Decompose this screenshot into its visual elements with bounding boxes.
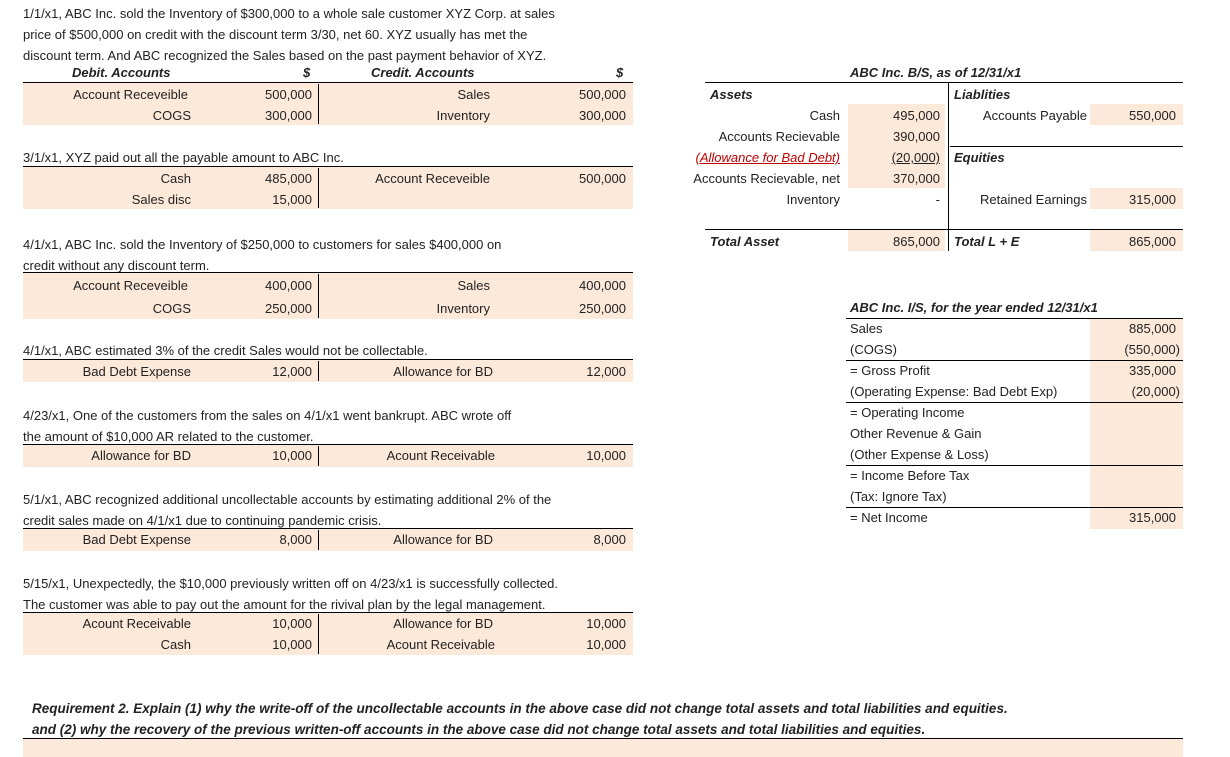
journal-debit-account: Cash — [160, 637, 191, 652]
journal-credit-account: Allowance for BD — [393, 364, 493, 379]
is-row-label: = Gross Profit — [850, 363, 930, 378]
journal-credit-account: Inventory — [436, 108, 490, 123]
credit-header: Credit. Accounts — [371, 65, 475, 80]
requirement-line: and (2) why the recovery of the previous written-off accounts in the above case did not change total assets and total liabilities and equities. — [32, 722, 926, 737]
entry-description-line: credit sales made on 4/1/x1 due to continuing pandemic crisis. — [23, 513, 382, 528]
is-row-label: = Operating Income — [850, 405, 965, 420]
journal-credit-account: Account Receveible — [375, 171, 490, 186]
intro-line: price of $500,000 on credit with the discount term 3/30, net 60. XYZ usually has met the — [23, 27, 528, 42]
bs-liability-amount: 550,000 — [1129, 108, 1176, 123]
bs-assets-heading: Assets — [710, 87, 753, 102]
journal-debit-amount: 10,000 — [272, 637, 312, 652]
entry-description — [23, 234, 501, 276]
is-row-label: Other Revenue & Gain — [850, 426, 982, 441]
entry-description-line: The customer was able to pay out the amount for the rivival plan by the legal management. — [23, 597, 546, 612]
is-row-amount: (20,000) — [1131, 384, 1180, 399]
journal-credit-amount: 10,000 — [586, 448, 626, 463]
is-row-label: (COGS) — [850, 342, 897, 357]
bs-liability-label: Accounts Payable — [982, 108, 1087, 123]
is-row-amount: 885,000 — [1129, 321, 1176, 336]
is-row-label: (Tax: Ignore Tax) — [850, 489, 947, 504]
bs-allowance-amount: (20,000) — [891, 150, 940, 165]
bs-asset-label: Accounts Recievable — [718, 129, 840, 144]
bs-title: ABC Inc. B/S, as of 12/31/x1 — [850, 65, 1022, 80]
journal-credit-amount: 10,000 — [586, 637, 626, 652]
is-row-amount: 335,000 — [1129, 363, 1176, 378]
requirement-line: Requirement 2. Explain (1) why the write-off of the uncollectable accounts in the above case did not change total assets and total liabilities and equities. — [32, 701, 1008, 716]
bs-asset-amount: 495,000 — [893, 108, 940, 123]
journal-debit-account: Bad Debt Expense — [82, 532, 191, 547]
journal-debit-account: Cash — [160, 171, 191, 186]
journal-debit-account: Allowance for BD — [91, 448, 191, 463]
journal-credit-account: Acount Receivable — [386, 448, 495, 463]
bs-total-le-label: Total L + E — [954, 234, 1020, 249]
journal-debit-amount: 250,000 — [265, 301, 312, 316]
journal-debit-account: Acount Receivable — [82, 616, 191, 631]
bs-asset-amount: 370,000 — [893, 171, 940, 186]
journal-credit-account: Sales — [457, 278, 490, 293]
journal-credit-amount: 500,000 — [579, 171, 626, 186]
entry-description — [23, 489, 551, 531]
bs-total-asset-label: Total Asset — [710, 234, 780, 249]
intro-line: discount term. And ABC recognized the Sales based on the past payment behavior of XYZ. — [23, 48, 547, 63]
intro-text — [23, 3, 555, 66]
entry-description: 3/1/x1, XYZ paid out all the payable amount to ABC Inc. — [23, 150, 344, 165]
requirement-text — [32, 698, 1008, 740]
journal-debit-account: COGS — [152, 108, 191, 123]
journal-credit-account: Allowance for BD — [393, 616, 493, 631]
bs-equities-heading: Equities — [954, 150, 1005, 165]
is-row-label: (Operating Expense: Bad Debt Exp) — [850, 384, 1058, 399]
bs-equity-amount: 315,000 — [1129, 192, 1176, 207]
bs-equity-label: Retained Earnings — [980, 192, 1087, 207]
entry-description: 4/1/x1, ABC estimated 3% of the credit Sales would not be collectable. — [23, 343, 428, 358]
is-row-amount: (550,000) — [1124, 342, 1180, 357]
entry-description-line: 4/23/x1, One of the customers from the sales on 4/1/x1 went bankrupt. ABC wrote off — [23, 408, 512, 423]
is-row-label: (Other Expense & Loss) — [850, 447, 989, 462]
journal-credit-amount: 12,000 — [586, 364, 626, 379]
journal-debit-account: Sales disc — [131, 192, 191, 207]
journal-debit-amount: 10,000 — [272, 448, 312, 463]
journal-credit-account: Sales — [457, 87, 490, 102]
credit-dollar-header: $ — [616, 65, 624, 80]
bs-allowance-label: (Allowance for Bad Debt) — [695, 150, 840, 165]
is-row-label: = Income Before Tax — [850, 468, 970, 483]
journal-debit-amount: 300,000 — [265, 108, 312, 123]
is-title: ABC Inc. I/S, for the year ended 12/31/x1 — [850, 300, 1098, 315]
journal-credit-amount: 500,000 — [579, 87, 626, 102]
journal-debit-account: COGS — [152, 301, 191, 316]
bs-total-asset-amount: 865,000 — [893, 234, 940, 249]
entry-description-line: 5/1/x1, ABC recognized additional uncollectable accounts by estimating additional 2% of the — [23, 492, 552, 507]
journal-credit-amount: 400,000 — [579, 278, 626, 293]
bs-asset-amount: 390,000 — [893, 129, 940, 144]
is-row-label: Sales — [850, 321, 883, 336]
journal-debit-account: Account Receveible — [73, 278, 188, 293]
journal-debit-amount: 485,000 — [265, 171, 312, 186]
bs-asset-label: Inventory — [786, 192, 840, 207]
journal-debit-amount: 400,000 — [265, 278, 312, 293]
journal-credit-amount: 8,000 — [593, 532, 626, 547]
journal-debit-amount: 8,000 — [279, 532, 312, 547]
entry-description — [23, 405, 511, 447]
answer-area[interactable] — [23, 739, 1183, 757]
bs-liabilities-heading: Liablities — [954, 87, 1011, 102]
debit-dollar-header: $ — [303, 65, 311, 80]
entry-description — [23, 573, 558, 615]
journal-credit-amount: 300,000 — [579, 108, 626, 123]
is-row-amount: 315,000 — [1129, 510, 1176, 525]
journal-debit-amount: 10,000 — [272, 616, 312, 631]
journal-credit-account: Allowance for BD — [393, 532, 493, 547]
debit-header: Debit. Accounts — [72, 65, 171, 80]
bs-asset-label: Accounts Recievable, net — [693, 171, 840, 186]
entry-description-line: 5/15/x1, Unexpectedly, the $10,000 previously written off on 4/23/x1 is successfully collected. — [23, 576, 558, 591]
journal-debit-amount: 15,000 — [272, 192, 312, 207]
intro-line: 1/1/x1, ABC Inc. sold the Inventory of $300,000 to a whole sale customer XYZ Corp. at sales — [23, 6, 555, 21]
is-row-label: = Net Income — [850, 510, 928, 525]
entry-description-line: 4/1/x1, ABC Inc. sold the Inventory of $250,000 to customers for sales $400,000 on — [23, 237, 502, 252]
journal-credit-account: Acount Receivable — [386, 637, 495, 652]
journal-debit-account: Bad Debt Expense — [82, 364, 191, 379]
bs-total-le-amount: 865,000 — [1129, 234, 1176, 249]
bs-asset-label: Cash — [809, 108, 840, 123]
journal-debit-account: Account Receveible — [73, 87, 188, 102]
entry-description-line: the amount of $10,000 AR related to the customer. — [23, 429, 314, 444]
journal-debit-amount: 500,000 — [265, 87, 312, 102]
journal-credit-amount: 10,000 — [586, 616, 626, 631]
journal-credit-account: Inventory — [436, 301, 490, 316]
bs-asset-amount: - — [935, 192, 940, 207]
journal-debit-amount: 12,000 — [272, 364, 312, 379]
journal-credit-amount: 250,000 — [579, 301, 626, 316]
entry-description-line: credit without any discount term. — [23, 258, 210, 273]
